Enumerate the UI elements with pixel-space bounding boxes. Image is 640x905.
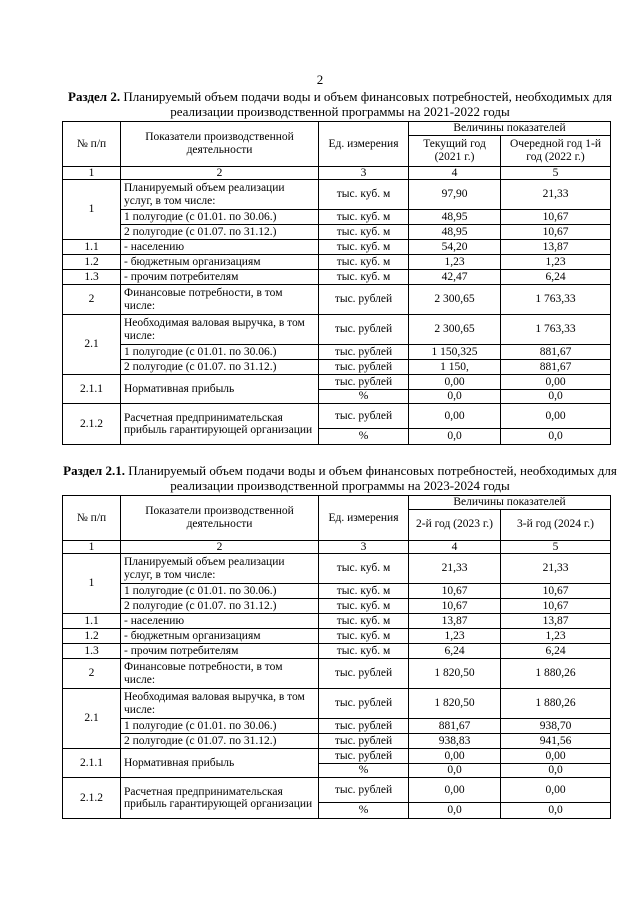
row-label: Планируемый объем реализации услуг, в том числе: — [121, 554, 319, 584]
row-value-1: 1 820,50 — [409, 659, 501, 689]
row-label: 1 полугодие (с 01.01. по 30.06.) — [121, 345, 319, 360]
row-value-1: 1,23 — [409, 255, 501, 270]
header-num: № п/п — [63, 496, 121, 541]
row-value-2: 1 763,33 — [501, 315, 611, 345]
row-value-1: 0,0 — [409, 764, 501, 778]
row-unit: тыс. куб. м — [319, 614, 409, 629]
row-value-2: 13,87 — [501, 614, 611, 629]
row-label: Необходимая валовая выручка, в том числе: — [121, 315, 319, 345]
row-num: 1.2 — [63, 255, 121, 270]
row-label: - населению — [121, 240, 319, 255]
row-value-1: 1 150,325 — [409, 345, 501, 360]
row-unit: тыс. рублей — [319, 345, 409, 360]
row-label: - населению — [121, 614, 319, 629]
header-num-3: 3 — [319, 540, 409, 554]
row-num: 2.1.1 — [63, 749, 121, 778]
row-num: 1.1 — [63, 240, 121, 255]
row-value-2: 1,23 — [501, 255, 611, 270]
section-1-table — [62, 121, 611, 445]
row-unit: тыс. рублей — [319, 285, 409, 315]
row-unit: тыс. рублей — [319, 360, 409, 375]
row-label: 2 полугодие (с 01.07. по 31.12.) — [121, 360, 319, 375]
header-values-group: Величины показателей — [409, 496, 611, 510]
row-num: 2.1.2 — [63, 404, 121, 445]
row-label: Планируемый объем реализации услуг, в том числе: — [121, 180, 319, 210]
header-num-3: 3 — [319, 166, 409, 180]
row-value-2: 1,23 — [501, 629, 611, 644]
row-label: 1 полугодие (с 01.01. по 30.06.) — [121, 584, 319, 599]
row-unit: тыс. рублей — [319, 404, 409, 429]
row-num: 1.2 — [63, 629, 121, 644]
row-value-1: 0,0 — [409, 803, 501, 819]
row-value-1: 938,83 — [409, 734, 501, 749]
row-value-1: 54,20 — [409, 240, 501, 255]
section-1-title-text: Планируемый объем подачи воды и объем финансовых потребностей, необходимых для реализации производственной программы на 2021-2022 годы — [120, 89, 612, 119]
row-unit: тыс. рублей — [319, 749, 409, 764]
row-label: 2 полугодие (с 01.07. по 31.12.) — [121, 599, 319, 614]
row-unit: тыс. куб. м — [319, 270, 409, 285]
row-value-1: 97,90 — [409, 180, 501, 210]
row-value-2: 0,00 — [501, 749, 611, 764]
row-unit: % — [319, 764, 409, 778]
row-label: Финансовые потребности, в том числе: — [121, 659, 319, 689]
row-unit: тыс. рублей — [319, 734, 409, 749]
row-unit: тыс. рублей — [319, 689, 409, 719]
row-value-2: 881,67 — [501, 345, 611, 360]
row-value-2: 941,56 — [501, 734, 611, 749]
row-unit: тыс. куб. м — [319, 599, 409, 614]
row-label: - бюджетным организациям — [121, 629, 319, 644]
row-value-1: 1 820,50 — [409, 689, 501, 719]
row-value-1: 6,24 — [409, 644, 501, 659]
row-label: 2 полугодие (с 01.07. по 31.12.) — [121, 734, 319, 749]
row-label: - бюджетным организациям — [121, 255, 319, 270]
row-unit: тыс. куб. м — [319, 225, 409, 240]
header-indicator: Показатели производственной деятельности — [121, 122, 319, 167]
header-num-4: 4 — [409, 166, 501, 180]
header-col4: Текущий год (2021 г.) — [409, 135, 501, 166]
row-label: 1 полугодие (с 01.01. по 30.06.) — [121, 210, 319, 225]
row-value-1: 0,00 — [409, 778, 501, 803]
row-value-1: 0,0 — [409, 390, 501, 404]
row-value-1: 0,00 — [409, 404, 501, 429]
row-unit: тыс. куб. м — [319, 240, 409, 255]
header-col5: 3-й год (2024 г.) — [501, 509, 611, 540]
header-values-group: Величины показателей — [409, 122, 611, 136]
row-value-2: 1 880,26 — [501, 659, 611, 689]
row-unit: тыс. куб. м — [319, 255, 409, 270]
row-unit: тыс. куб. м — [319, 554, 409, 584]
row-label: Расчетная предпринимательская прибыль гарантирующей организации — [121, 404, 319, 445]
header-num-5: 5 — [501, 540, 611, 554]
row-value-2: 10,67 — [501, 225, 611, 240]
section-2-title-bold: Раздел 2.1. — [63, 463, 125, 478]
section-1-title-bold: Раздел 2. — [68, 89, 121, 104]
row-unit: тыс. куб. м — [319, 180, 409, 210]
row-unit: % — [319, 429, 409, 445]
row-label: 1 полугодие (с 01.01. по 30.06.) — [121, 719, 319, 734]
header-num-4: 4 — [409, 540, 501, 554]
page-number: 2 — [316, 72, 324, 87]
row-unit: тыс. рублей — [319, 375, 409, 390]
row-num: 2.1.1 — [63, 375, 121, 404]
row-value-1: 1,23 — [409, 629, 501, 644]
row-label: - прочим потребителям — [121, 270, 319, 285]
row-value-2: 21,33 — [501, 180, 611, 210]
row-value-2: 10,67 — [501, 584, 611, 599]
row-value-1: 48,95 — [409, 210, 501, 225]
row-value-2: 10,67 — [501, 210, 611, 225]
row-num: 1.1 — [63, 614, 121, 629]
row-value-2: 0,00 — [501, 778, 611, 803]
row-value-1: 0,00 — [409, 375, 501, 390]
header-num-5: 5 — [501, 166, 611, 180]
row-label: Расчетная предпринимательская прибыль гарантирующей организации — [121, 778, 319, 819]
row-unit: % — [319, 803, 409, 819]
header-unit: Ед. измерения — [319, 496, 409, 541]
header-num-1: 1 — [63, 166, 121, 180]
row-value-1: 2 300,65 — [409, 285, 501, 315]
row-label: 2 полугодие (с 01.07. по 31.12.) — [121, 225, 319, 240]
section-2-table — [62, 495, 611, 819]
row-value-2: 0,0 — [501, 764, 611, 778]
row-value-2: 1 763,33 — [501, 285, 611, 315]
row-unit: тыс. рублей — [319, 719, 409, 734]
row-value-2: 0,0 — [501, 429, 611, 445]
row-num: 2.1 — [63, 315, 121, 375]
row-num: 2 — [63, 659, 121, 689]
section-2-title-text: Планируемый объем подачи воды и объем финансовых потребностей, необходимых для реализации производственной программы на 2023-2024 годы — [124, 463, 617, 493]
row-num: 1 — [63, 554, 121, 614]
row-num: 1.3 — [63, 644, 121, 659]
row-value-1: 42,47 — [409, 270, 501, 285]
row-value-2: 0,0 — [501, 390, 611, 404]
row-num: 2 — [63, 285, 121, 315]
row-value-2: 0,00 — [501, 404, 611, 429]
header-num-2: 2 — [121, 166, 319, 180]
row-num: 1.3 — [63, 270, 121, 285]
row-num: 2.1.2 — [63, 778, 121, 819]
row-value-1: 48,95 — [409, 225, 501, 240]
section-2-title — [60, 463, 620, 493]
row-label: Нормативная прибыль — [121, 375, 319, 404]
row-value-1: 1 150, — [409, 360, 501, 375]
row-value-2: 6,24 — [501, 270, 611, 285]
row-value-1: 0,0 — [409, 429, 501, 445]
row-label: Финансовые потребности, в том числе: — [121, 285, 319, 315]
row-unit: % — [319, 390, 409, 404]
row-num: 2.1 — [63, 689, 121, 749]
header-num-1: 1 — [63, 540, 121, 554]
row-value-1: 10,67 — [409, 599, 501, 614]
row-value-1: 2 300,65 — [409, 315, 501, 345]
row-value-1: 10,67 — [409, 584, 501, 599]
row-value-2: 6,24 — [501, 644, 611, 659]
row-value-2: 881,67 — [501, 360, 611, 375]
row-unit: тыс. куб. м — [319, 210, 409, 225]
row-value-1: 21,33 — [409, 554, 501, 584]
row-value-1: 13,87 — [409, 614, 501, 629]
row-unit: тыс. рублей — [319, 315, 409, 345]
header-unit: Ед. измерения — [319, 122, 409, 167]
header-col4: 2-й год (2023 г.) — [409, 509, 501, 540]
row-value-2: 21,33 — [501, 554, 611, 584]
row-value-2: 0,0 — [501, 803, 611, 819]
row-unit: тыс. куб. м — [319, 584, 409, 599]
header-num-2: 2 — [121, 540, 319, 554]
row-unit: тыс. рублей — [319, 659, 409, 689]
row-label: Нормативная прибыль — [121, 749, 319, 778]
row-unit: тыс. куб. м — [319, 644, 409, 659]
row-num: 1 — [63, 180, 121, 240]
row-value-2: 1 880,26 — [501, 689, 611, 719]
header-num: № п/п — [63, 122, 121, 167]
row-value-2: 10,67 — [501, 599, 611, 614]
row-value-2: 938,70 — [501, 719, 611, 734]
header-col5: Очередной год 1-й год (2022 г.) — [501, 135, 611, 166]
row-label: Необходимая валовая выручка, в том числе: — [121, 689, 319, 719]
section-1-title — [60, 89, 620, 119]
row-value-2: 13,87 — [501, 240, 611, 255]
header-indicator: Показатели производственной деятельности — [121, 496, 319, 541]
row-unit: тыс. рублей — [319, 778, 409, 803]
row-value-1: 0,00 — [409, 749, 501, 764]
row-label: - прочим потребителям — [121, 644, 319, 659]
row-value-1: 881,67 — [409, 719, 501, 734]
row-value-2: 0,00 — [501, 375, 611, 390]
row-unit: тыс. куб. м — [319, 629, 409, 644]
